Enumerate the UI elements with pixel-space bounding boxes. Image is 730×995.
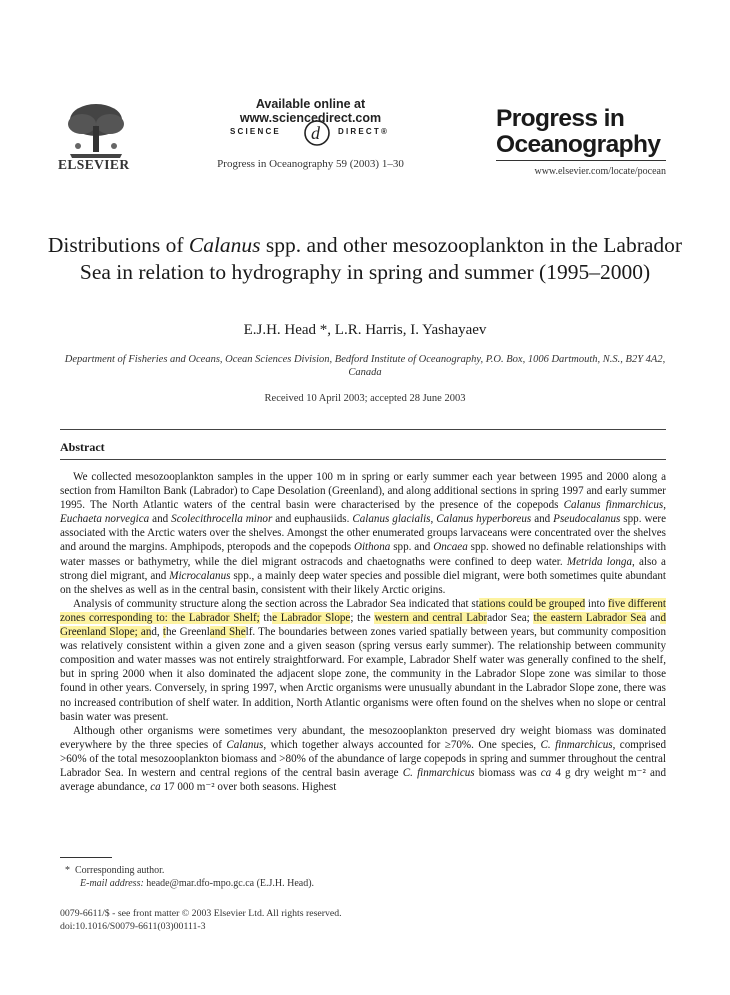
footnote-divider (60, 857, 112, 858)
text-highlight: t (162, 626, 166, 639)
text-highlight: five different zones corresponding to: the Labrador Shelf; (60, 597, 666, 624)
journal-divider (496, 160, 666, 161)
footnote (60, 864, 660, 890)
publisher-name: ELSEVIER (58, 157, 130, 172)
article-title (40, 232, 690, 286)
journal-citation: Progress in Oceanography 59 (2003) 1–30 (217, 158, 404, 170)
text-highlight: d Greenland Slope; an (60, 611, 667, 639)
email-link[interactable]: heade@mar.dfo-mpo.gc.ca (E.J.H. Head). (146, 878, 315, 889)
available-online-link[interactable]: Available online at www.sciencedirect.com (239, 97, 382, 125)
abstract-heading: Abstract (60, 440, 105, 454)
abstract-divider (60, 459, 666, 460)
sciencedirect-logo[interactable] (230, 116, 400, 146)
top-divider (60, 429, 666, 430)
copyright-info (60, 907, 680, 933)
journal-title-line2: Oceanography (496, 131, 661, 158)
affiliation: Department of Fisheries and Oceans, Ocean Sciences Division, Bedford Institute of Oceanography, P.O. Box, 1006 Dartmouth, N.S., B2Y 4A2, Canada (64, 354, 666, 378)
sd-direct-text: DIRECT® (338, 127, 390, 136)
footnote-corresponding: * Corresponding author. (65, 865, 165, 876)
sd-science-text: SCIENCE (230, 127, 281, 136)
text-highlight: e Labrador Slope (272, 611, 351, 624)
copyright-line: 0079-6611/$ - see front matter © 2003 Elsevier Ltd. All rights reserved. (60, 908, 342, 919)
abstract-paragraph-3: Although other organisms were sometimes very abundant, the mesozooplankton preserved dry weight biomass was dominated everywhere by the three species of Calanus, which together always accounted for ≥70%. One species, C. finmarchicus, comprised >60% of the total mesozooplankton biomass and >80% of the abundance of large copepods in spring and summer throughout the central Labrador Sea. In western and central regions of the central basin average C. finmarchicus biomass was ca 4 g dry weight m⁻² and average abundance, ca 17 000 m⁻² over both seasons. Highest (60, 724, 666, 794)
text-highlight: western and central Labr (374, 611, 488, 624)
abstract-body (60, 470, 666, 794)
journal-title-line1: Progress in (496, 105, 625, 132)
doi-line[interactable]: doi:10.1016/S0079-6611(03)00111-3 (60, 921, 206, 932)
received-dates: Received 10 April 2003; accepted 28 June 2003 (264, 393, 466, 404)
abstract-paragraph-2: Analysis of community structure along the section across the Labrador Sea indicated that stations could be grouped into five different zones corresponding to: the Labrador Shelf; the Labrador Slope; the western and central Labrador Sea; the eastern Labrador Sea and Greenland Slope; and, the Greenland Shelf. The boundaries between zones varied spatially between years, but community composition was relatively consistent within a given zone and a given season (spring versus early summer). The relationship between community composition and water masses was not entirely straightforward. For example, Labrador Shelf water was generally confined to the shelf, but in spring 2000 when it also dominated the adjacent slope zone, the community in the Labrador Slope zone was similar to those found in other years. Conversely, in spring 1997, when Arctic organisms were unusually abundant in the Labrador Slope zone, there was no increased contribution of shelf water. In addition, North Atlantic organisms were often found on the shelves when no slope or central basin water was present. (60, 597, 667, 723)
text-highlight: and She (209, 626, 246, 639)
journal-title (496, 106, 660, 158)
authors: E.J.H. Head *, L.R. Harris, I. Yashayaev (243, 322, 487, 338)
title-text-rest: spp. and other mesozooplankton in the Labrador Sea in relation to hydrography in spring and summer (1995–2000) (79, 233, 683, 284)
svg-text:d: d (311, 123, 320, 143)
journal-url-link[interactable]: www.elsevier.com/locate/pocean (534, 166, 666, 177)
title-genus: Calanus (188, 233, 261, 257)
title-text: Distributions of (47, 233, 189, 257)
text-highlight: the eastern Labrador Sea (533, 611, 647, 624)
footnote-email: E-mail address: heade@mar.dfo-mpo.gc.ca (E.J.H. Head). (80, 878, 315, 889)
sciencedirect-d-icon (302, 116, 334, 148)
abstract-paragraph-1: We collected mesozooplankton samples in the upper 100 m in spring or early summer each year between 1995 and 2000 along a section from Hamilton Bank (Labrador) to Cape Desolation (Greenland), and along additional sections in spring 1997 and early summer 1995. The North Atlantic waters of the central basin were characterised by the presence of the copepods Calanus finmarchicus, Euchaeta norvegica and Scolecithrocella minor and euphausiids. Calanus glacialis, Calanus hyperboreus and Pseudocalanus spp. were associated with the Arctic waters over the shelves. Amongst the other enumerated groups larvaceans were concentrated over the shelves and around the margins. Amphipods, pteropods and the copepods Oithona spp. and Oncaea spp. showed no definable relationships with water masses or bathymetry, while the diel migrant ostracods and chaetognaths were confined to deep water. Metrida longa, also a strong diel migrant, and Microcalanus spp., a mainly deep water species and possible diel migrant, were both sometimes quite abundant on the shelves as well as in the central basin, consistent with their likely Arctic origins. (60, 471, 667, 596)
text-highlight: ations could be grouped (478, 597, 586, 610)
